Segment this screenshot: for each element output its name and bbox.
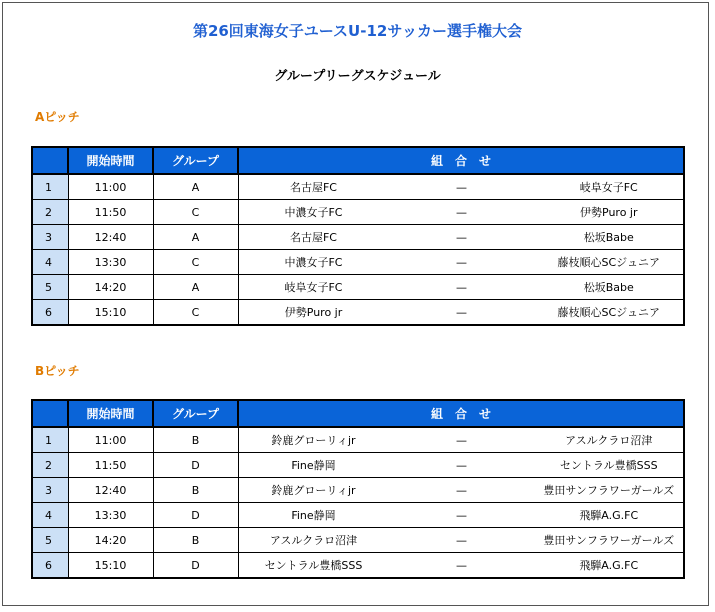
match-cell — [238, 478, 684, 503]
versus-dash: — — [456, 180, 467, 194]
row-number: 6 — [32, 553, 68, 579]
group-letter: D — [153, 503, 238, 528]
versus-dash: — — [456, 558, 467, 572]
start-time: 15:10 — [68, 300, 153, 326]
header-start-time: 開始時間 — [68, 147, 153, 174]
away-team: 松坂Babe — [583, 281, 634, 294]
row-number: 2 — [32, 200, 68, 225]
row-number: 3 — [32, 478, 68, 503]
table-row — [32, 553, 684, 579]
page-subtitle: グループリーグスケジュール — [274, 69, 441, 84]
match-cell — [238, 453, 684, 478]
start-time: 12:40 — [68, 225, 153, 250]
start-time: 14:20 — [68, 275, 153, 300]
table-row — [32, 453, 684, 478]
home-team: 名古屋FC — [289, 231, 337, 244]
section-label-b-pitch: Bピッチ — [35, 364, 80, 378]
row-number: 5 — [32, 528, 68, 553]
home-team: セントラル豊橋SSS — [264, 559, 363, 572]
home-team: アスルクラロ沼津 — [269, 534, 358, 547]
row-number: 5 — [32, 275, 68, 300]
group-letter: B — [153, 528, 238, 553]
home-team: 鈴鹿グローリィjr — [271, 434, 356, 447]
home-team: 鈴鹿グローリィjr — [271, 484, 356, 497]
row-number: 4 — [32, 503, 68, 528]
match-cell — [238, 275, 684, 300]
row-number: 1 — [32, 427, 68, 453]
versus-dash: — — [456, 458, 467, 472]
header-num — [32, 147, 68, 174]
versus-dash: — — [456, 433, 467, 447]
table-row — [32, 225, 684, 250]
table-row — [32, 478, 684, 503]
home-team: 伊勢Puro jr — [284, 306, 343, 319]
versus-dash: — — [456, 205, 467, 219]
home-team: 中濃女子FC — [284, 206, 343, 219]
group-letter: A — [153, 174, 238, 200]
table-row — [32, 427, 684, 453]
versus-dash: — — [456, 508, 467, 522]
match-cell — [238, 225, 684, 250]
versus-dash: — — [456, 230, 467, 244]
group-letter: A — [153, 275, 238, 300]
away-team: 岐阜女子FC — [579, 181, 638, 194]
group-letter: C — [153, 250, 238, 275]
row-number: 4 — [32, 250, 68, 275]
page-title: 第26回東海女子ユースU-12サッカー選手権大会 — [192, 22, 523, 40]
header-group: グループ — [153, 147, 238, 174]
away-team: 藤枝順心SCジュニア — [557, 256, 660, 269]
away-team: 松坂Babe — [583, 231, 634, 244]
header-start-time: 開始時間 — [68, 400, 153, 427]
header-num — [32, 400, 68, 427]
group-letter: B — [153, 478, 238, 503]
table-row — [32, 250, 684, 275]
section-label-a-pitch: Aピッチ — [35, 110, 80, 124]
home-team: Fine静岡 — [291, 509, 336, 522]
row-number: 3 — [32, 225, 68, 250]
table-row — [32, 200, 684, 225]
match-cell — [238, 300, 684, 326]
group-letter: C — [153, 300, 238, 326]
away-team: 飛騨A.G.FC — [579, 509, 639, 522]
match-cell — [238, 553, 684, 579]
home-team: 中濃女子FC — [284, 256, 343, 269]
versus-dash: — — [456, 533, 467, 547]
match-cell — [238, 503, 684, 528]
home-team: 名古屋FC — [289, 181, 337, 194]
start-time: 11:00 — [68, 174, 153, 200]
away-team: アスルクラロ沼津 — [565, 434, 653, 447]
group-letter: D — [153, 553, 238, 579]
row-number: 2 — [32, 453, 68, 478]
start-time: 11:50 — [68, 200, 153, 225]
match-cell — [238, 200, 684, 225]
header-match: 組 合 せ — [238, 400, 684, 427]
table-header-row — [32, 147, 684, 174]
group-letter: C — [153, 200, 238, 225]
home-team: Fine静岡 — [291, 459, 336, 472]
versus-dash: — — [456, 255, 467, 269]
match-cell — [238, 174, 684, 200]
table-header-row — [32, 400, 684, 427]
away-team: 藤枝順心SCジュニア — [557, 306, 660, 319]
table-row — [32, 528, 684, 553]
away-team: 伊勢Puro jr — [580, 206, 638, 219]
start-time: 11:00 — [68, 427, 153, 453]
away-team: 豊田サンフラワーガールズ — [543, 534, 675, 547]
start-time: 12:40 — [68, 478, 153, 503]
header-group: グループ — [153, 400, 238, 427]
home-team: 岐阜女子FC — [284, 281, 343, 294]
match-cell — [238, 528, 684, 553]
schedule-table-a-pitch — [31, 146, 685, 326]
table-row — [32, 300, 684, 326]
versus-dash: — — [456, 280, 467, 294]
group-letter: D — [153, 453, 238, 478]
group-letter: B — [153, 427, 238, 453]
away-team: セントラル豊橋SSS — [559, 459, 658, 472]
versus-dash: — — [456, 305, 467, 319]
group-letter: A — [153, 225, 238, 250]
row-number: 6 — [32, 300, 68, 326]
away-team: 飛騨A.G.FC — [579, 559, 639, 572]
start-time: 11:50 — [68, 453, 153, 478]
row-number: 1 — [32, 174, 68, 200]
match-cell — [238, 427, 684, 453]
schedule-table-b-pitch — [31, 399, 685, 579]
start-time: 13:30 — [68, 503, 153, 528]
start-time: 13:30 — [68, 250, 153, 275]
start-time: 14:20 — [68, 528, 153, 553]
header-match: 組 合 せ — [238, 147, 684, 174]
start-time: 15:10 — [68, 553, 153, 579]
table-row — [32, 275, 684, 300]
table-row — [32, 174, 684, 200]
versus-dash: — — [456, 483, 467, 497]
table-row — [32, 503, 684, 528]
away-team: 豊田サンフラワーガールズ — [543, 484, 675, 497]
match-cell — [238, 250, 684, 275]
